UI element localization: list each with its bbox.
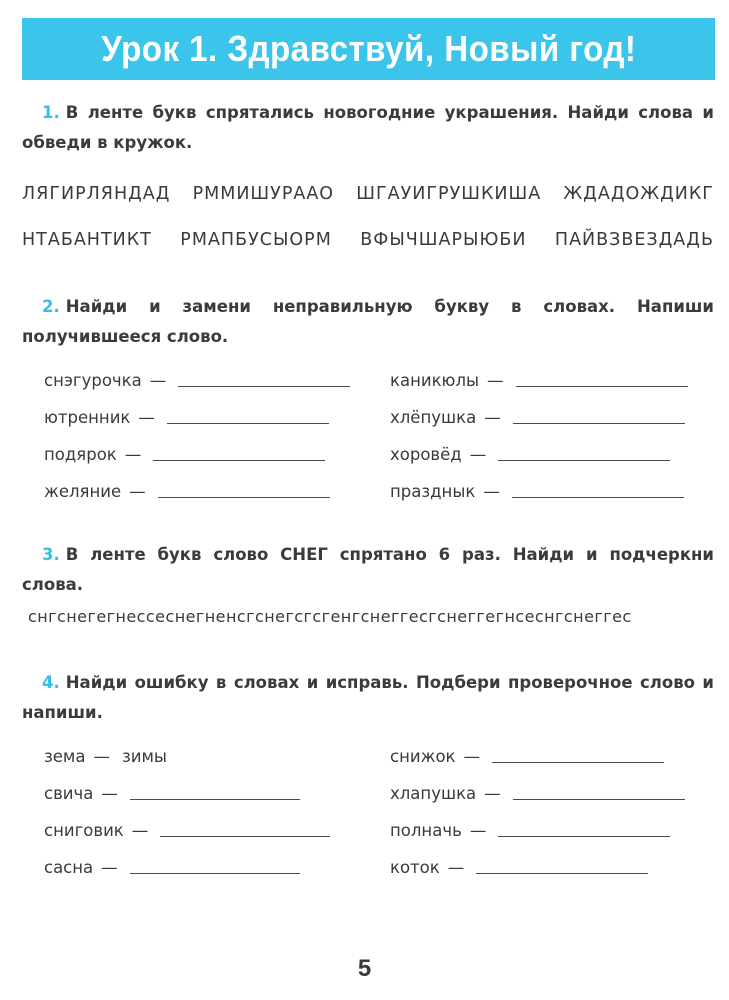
letter-ribbon: ЖДАДОЖДИКГ: [563, 184, 714, 204]
task-3-instruction: [22, 540, 714, 600]
dash: —: [129, 482, 146, 501]
letter-ribbon: ПАЙВЗВЕЗДАДЬ: [554, 230, 714, 250]
dash: —: [101, 784, 118, 803]
answer-blank[interactable]: [498, 448, 670, 461]
dash: —: [131, 821, 149, 840]
task-2-instruction: [22, 292, 714, 352]
dash: —: [469, 445, 487, 464]
task-4-item: [390, 781, 685, 803]
task-4-instruction: [22, 668, 714, 728]
task-1-text: В ленте букв спрятались новогодние украшения. Найди слова и обведи в кружок.: [22, 103, 714, 152]
misspelled-word: полначь: [390, 821, 462, 840]
dash: —: [469, 821, 487, 840]
letter-ribbon: ШГАУИГРУШКИША: [356, 184, 542, 204]
letter-ribbon: РМАПБУСЫОРМ: [180, 230, 332, 250]
dash: —: [138, 408, 155, 427]
task-3-number: 3.: [42, 545, 60, 564]
misspelled-word: снэгурочка: [44, 371, 142, 390]
misspelled-word: коток: [390, 858, 440, 877]
misspelled-word: сниговик: [44, 821, 124, 840]
letter-ribbon: РММИШУРААО: [192, 184, 335, 204]
task-2-item: [390, 479, 684, 501]
answer-blank[interactable]: [513, 411, 685, 424]
dash: —: [487, 371, 504, 390]
misspelled-word: хоровёд: [390, 445, 462, 464]
letter-ribbon: ВФЫЧШАРЫЮБИ: [360, 230, 527, 250]
dash: —: [149, 371, 167, 390]
dash: —: [447, 858, 465, 877]
answer-blank[interactable]: [130, 861, 300, 874]
task-4-item: [390, 855, 648, 877]
task-2-item: [44, 405, 329, 427]
task-4-item: [44, 781, 300, 803]
task-4-item: [44, 818, 330, 840]
answer-blank[interactable]: [492, 750, 664, 763]
dash: —: [101, 858, 118, 877]
answer-blank[interactable]: [513, 787, 685, 800]
example-answer: зимы: [121, 747, 167, 766]
answer-blank[interactable]: [512, 485, 684, 498]
misspelled-word: каникюлы: [390, 371, 480, 390]
dash: —: [484, 784, 501, 803]
dash: —: [124, 445, 142, 464]
task-2-item: [44, 442, 325, 464]
dash: —: [93, 747, 110, 766]
misspelled-word: подярок: [44, 445, 117, 464]
task-1-number: 1.: [42, 103, 60, 122]
example-word: зема: [44, 747, 86, 766]
letter-ribbon: ЛЯГИРЛЯНДАД: [22, 184, 171, 204]
task-3-letter-ribbon: снгснегегнессеснегненсгснегсгсгенгснеггесгснеггегнсеснгснеггес: [28, 607, 632, 626]
lesson-title: Урок 1. Здравствуй, Новый год!: [100, 28, 637, 69]
misspelled-word: ютренник: [44, 408, 131, 427]
task-2-item: [44, 479, 330, 501]
task-2-item: [44, 368, 350, 390]
task-3-text: В ленте букв слово СНЕГ спрятано 6 раз. Найди и подчеркни слова.: [22, 545, 714, 594]
task-2-text: Найди и замени неправильную букву в словах. Напиши получившееся слово.: [22, 297, 714, 346]
answer-blank[interactable]: [130, 787, 300, 800]
task-2-item: [390, 368, 688, 390]
answer-blank[interactable]: [476, 861, 648, 874]
task-1-ribbon-row-2: [22, 230, 714, 250]
misspelled-word: свича: [44, 784, 94, 803]
answer-blank[interactable]: [160, 824, 330, 837]
misspelled-word: сасна: [44, 858, 94, 877]
task-4-example: [44, 744, 167, 766]
answer-blank[interactable]: [167, 411, 329, 424]
answer-blank[interactable]: [498, 824, 670, 837]
task-4-text: Найди ошибку в словах и исправь. Подбери проверочное слово и напиши.: [22, 673, 714, 722]
task-2-number: 2.: [42, 297, 60, 316]
lesson-title-banner: [22, 18, 715, 80]
answer-blank[interactable]: [516, 374, 688, 387]
answer-blank[interactable]: [153, 448, 325, 461]
task-4-item: [390, 744, 664, 766]
task-4-number: 4.: [42, 673, 60, 692]
misspelled-word: хлёпушка: [390, 408, 477, 427]
misspelled-word: празднык: [390, 482, 476, 501]
dash: —: [463, 747, 481, 766]
answer-blank[interactable]: [178, 374, 350, 387]
misspelled-word: снижок: [390, 747, 456, 766]
task-1-instruction: [22, 98, 714, 158]
task-4-item: [390, 818, 670, 840]
dash: —: [483, 482, 500, 501]
task-1-ribbon-row-1: [22, 184, 714, 204]
letter-ribbon: НТАБАНТИКТ: [22, 230, 152, 250]
dash: —: [484, 408, 501, 427]
misspelled-word: хлапушка: [390, 784, 477, 803]
task-2-item: [390, 442, 670, 464]
page-number: 5: [357, 955, 372, 982]
misspelled-word: желяние: [44, 482, 122, 501]
task-4-item: [44, 855, 300, 877]
task-2-item: [390, 405, 685, 427]
answer-blank[interactable]: [158, 485, 330, 498]
